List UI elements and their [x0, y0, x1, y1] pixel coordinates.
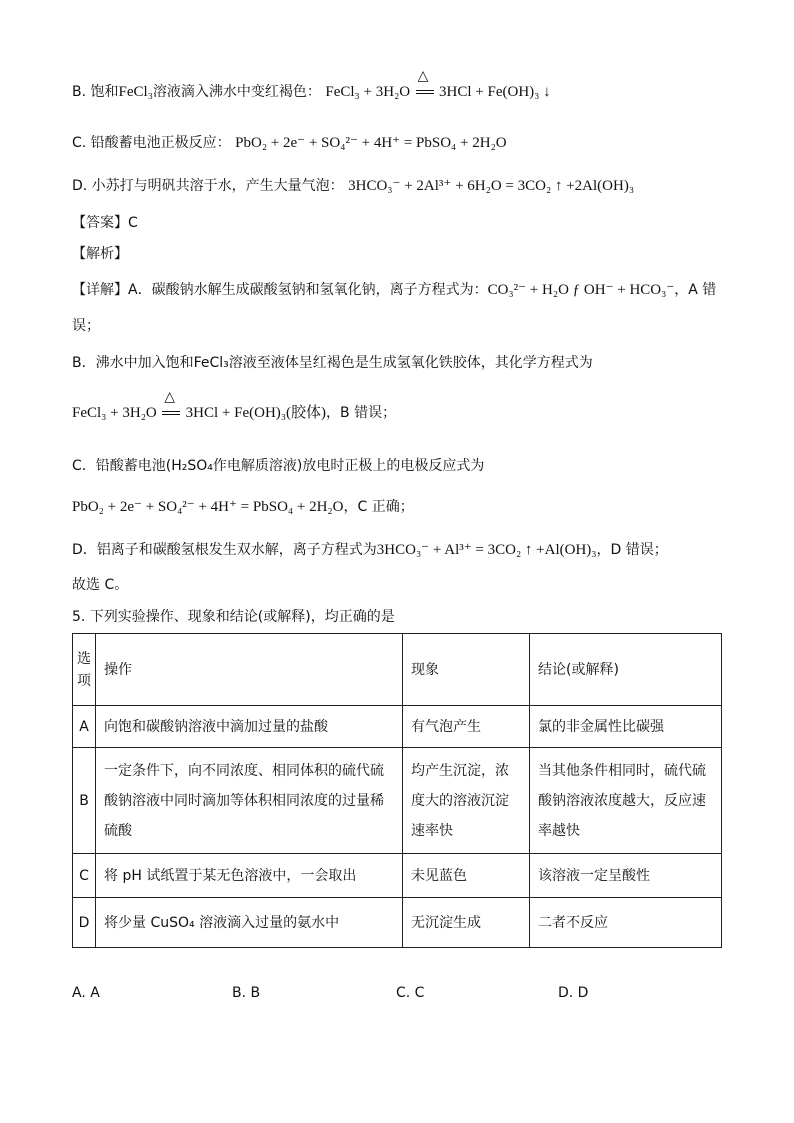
analysis-heading: 【解析】 [72, 246, 128, 262]
table-row [73, 854, 722, 898]
detail-b-eq-lhs: FeCl₃ + 3H₂O [72, 405, 157, 421]
header-option: 选项 [73, 634, 96, 706]
table-header-row [73, 634, 722, 706]
detail-d-text: D．铝离子和碳酸氢根发生双水解，离子方程式为 [72, 542, 377, 558]
row-option: A [73, 706, 96, 748]
option-b-mid: 溶液滴入沸水中变红褐色： [152, 84, 321, 100]
detail-c-end: ，C 正确； [343, 499, 414, 515]
answer-line: 【答案】C [72, 215, 138, 231]
choice-c[interactable]: C. C [396, 985, 425, 1001]
row-operation: 一定条件下，向不同浓度、相同体积的硫代硫酸钠溶液中同时滴加等体积相同浓度的过量稀硫酸 [96, 748, 403, 854]
option-d-eq: 3HCO₃⁻ + 2Al³⁺ + 6H₂O = 3CO₂ ↑ +2Al(OH)₃ [348, 178, 635, 194]
detail-d-eq: 3HCO₃⁻ + Al³⁺ = 3CO₂ ↑ +Al(OH)₃ [376, 542, 597, 558]
header-conclusion: 结论(或解释) [530, 634, 722, 706]
choice-a[interactable]: A. A [72, 985, 100, 1001]
row-conclusion: 二者不反应 [530, 898, 722, 948]
choice-d[interactable]: D. D [558, 985, 589, 1001]
detail-b-eq-rhs: 3HCl + Fe(OH)₃(胶体) [185, 405, 327, 421]
row-phenomenon: 有气泡产生 [403, 706, 530, 748]
detail-a-eq: CO₃²⁻ + H₂O ƒ OH⁻ + HCO₃⁻ [487, 282, 675, 298]
row-operation: 将 pH 试纸置于某无色溶液中，一会取出 [96, 854, 403, 898]
option-c-eq: PbO₂ + 2e⁻ + SO₄²⁻ + 4H⁺ = PbSO₄ + 2H₂O [235, 135, 507, 151]
detail-d-line [72, 540, 668, 560]
row-operation: 向饱和碳酸钠溶液中滴加过量的盐酸 [96, 706, 403, 748]
option-d-line [72, 176, 634, 196]
question-5-stem: 5. 下列实验操作、现象和结论(或解释)，均正确的是 [72, 609, 395, 625]
detail-a-end: ，A 错 [674, 282, 717, 298]
row-phenomenon: 未见蓝色 [403, 854, 530, 898]
table-row [73, 898, 722, 948]
detail-c-line: C．铅酸蓄电池(H₂SO₄作电解质溶液)放电时正极上的电极反应式为 [72, 458, 485, 474]
detail-a-line2: 误； [72, 318, 100, 334]
option-b-reagent: FeCl₃ [118, 84, 153, 100]
detail-d-end: ，D 错误； [596, 542, 668, 558]
heat-equals-sign: △ [161, 403, 181, 423]
row-conclusion: 当其他条件相同时，硫代硫酸钠溶液浓度越大，反应速率越快 [530, 748, 722, 854]
row-option: B [73, 748, 96, 854]
row-option: D [73, 898, 96, 948]
row-conclusion: 氯的非金属性比碳强 [530, 706, 722, 748]
detail-b-line: B．沸水中加入饱和FeCl₃溶液至液体呈红褐色是生成氢氧化铁胶体，其化学方程式为 [72, 355, 593, 371]
option-b-eq-rhs: 3HCl + Fe(OH)₃ ↓ [439, 84, 551, 100]
option-b-label: B. 饱和 [72, 84, 119, 100]
header-operation: 操作 [96, 634, 403, 706]
table-row [73, 706, 722, 748]
option-c-label: C. 铅酸蓄电池正极反应： [72, 135, 231, 151]
heat-equals-sign: △ [415, 82, 435, 102]
detail-a-text: 【详解】A．碳酸钠水解生成碳酸氢钠和氢氧化钠，离子方程式为： [72, 282, 488, 298]
row-phenomenon: 均产生沉淀，浓度大的溶液沉淀速率快 [403, 748, 530, 854]
choice-b[interactable]: B. B [232, 985, 261, 1001]
option-b-eq-lhs: FeCl₃ + 3H₂O [325, 84, 411, 100]
row-conclusion: 该溶液一定呈酸性 [530, 854, 722, 898]
row-operation: 将少量 CuSO₄ 溶液滴入过量的氨水中 [96, 898, 403, 948]
detail-c-eq: PbO₂ + 2e⁻ + SO₄²⁻ + 4H⁺ = PbSO₄ + 2H₂O [72, 499, 344, 515]
detail-c-eq-line [72, 497, 414, 517]
conclusion-line: 故选 C。 [72, 577, 129, 593]
option-b-line [72, 68, 551, 102]
detail-b-end: ，B 错误； [326, 405, 397, 421]
row-phenomenon: 无沉淀生成 [403, 898, 530, 948]
option-d-label: D. 小苏打与明矾共溶于水，产生大量气泡： [72, 178, 344, 194]
option-c-line [72, 133, 507, 153]
experiment-table [72, 633, 722, 948]
detail-b-eq-line [72, 389, 397, 423]
table-row [73, 748, 722, 854]
row-option: C [73, 854, 96, 898]
detail-a-line [72, 280, 716, 300]
header-phenomenon: 现象 [403, 634, 530, 706]
